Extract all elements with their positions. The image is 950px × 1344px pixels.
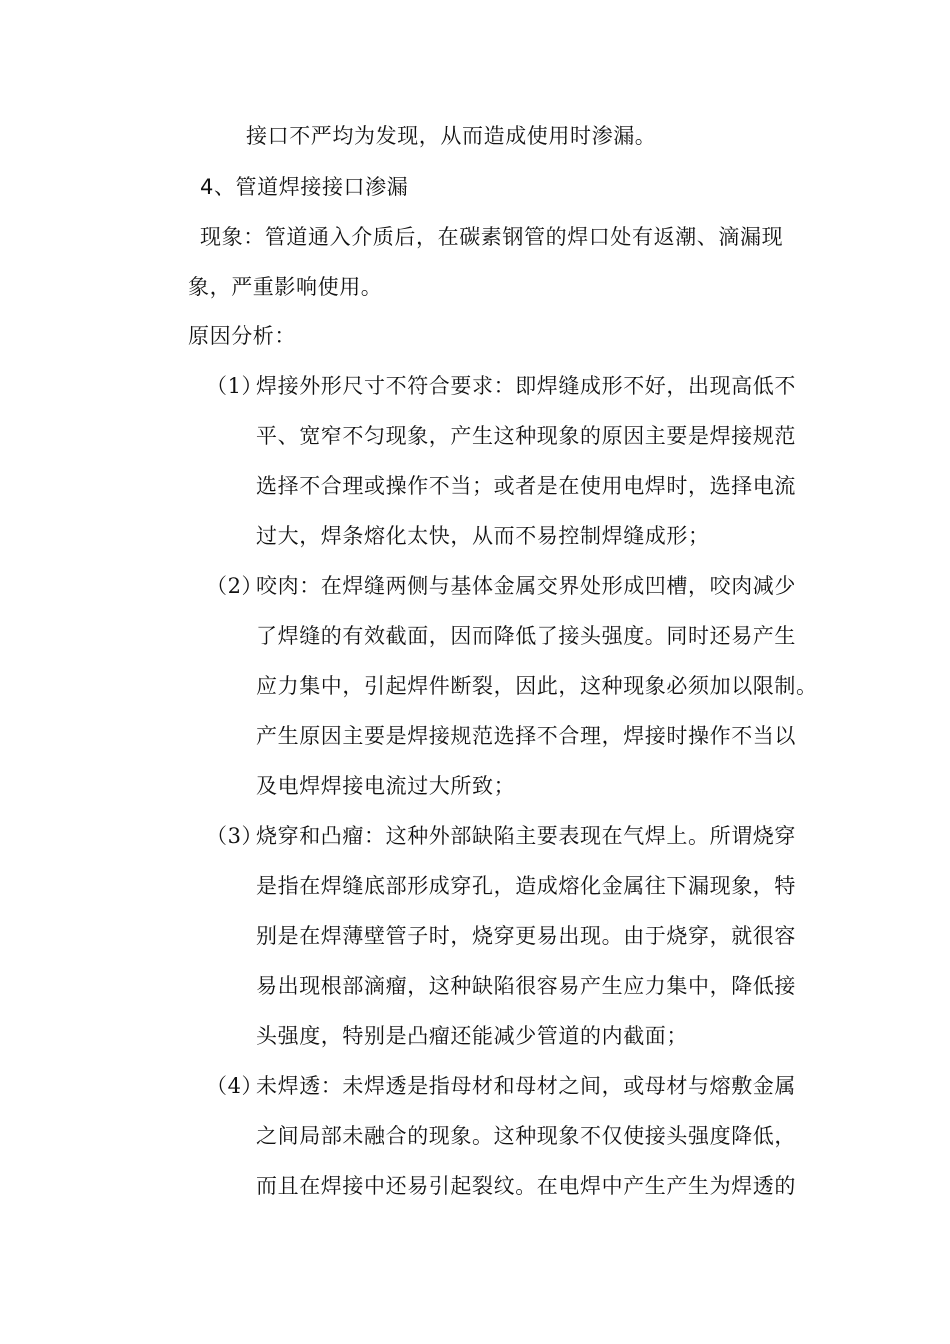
section-heading: 4、管道焊接接口渗漏 xyxy=(200,175,409,199)
phenomenon-line-1: 现象：管道通入介质后，在碳素钢管的焊口处有返潮、滴漏现 xyxy=(200,225,784,249)
item-number: （4） xyxy=(206,1074,264,1098)
item-number: （2） xyxy=(206,574,264,598)
item-text-line: 平、宽窄不匀现象，产生这种现象的原因主要是焊接规范 xyxy=(256,424,796,448)
list-item xyxy=(0,822,950,850)
list-item xyxy=(0,572,950,600)
phenomenon-line-2: 象，严重影响使用。 xyxy=(188,275,383,299)
item-text-line: 易出现根部滴瘤，这种缺陷很容易产生应力集中，降低接 xyxy=(256,974,796,998)
list-item xyxy=(0,1072,950,1100)
item-text-line: 焊接外形尺寸不符合要求：即焊缝成形不好，出现高低不 xyxy=(256,374,796,398)
item-number: （3） xyxy=(206,824,264,848)
item-text-line: 烧穿和凸瘤：这种外部缺陷主要表现在气焊上。所谓烧穿 xyxy=(256,824,796,848)
item-text-line: 过大，焊条熔化太快，从而不易控制焊缝成形； xyxy=(256,524,710,548)
item-number: （1） xyxy=(206,374,264,398)
item-text-line: 未焊透：未焊透是指母材和母材之间，或母材与熔敷金属 xyxy=(256,1074,796,1098)
item-text-line: 是指在焊缝底部形成穿孔，造成熔化金属往下漏现象，特 xyxy=(256,874,796,898)
item-text-line: 产生原因主要是焊接规范选择不合理，焊接时操作不当以 xyxy=(256,724,796,748)
item-text-line: 选择不合理或操作不当；或者是在使用电焊时，选择电流 xyxy=(256,474,796,498)
item-text-line: 别是在焊薄壁管子时，烧穿更易出现。由于烧穿，就很容 xyxy=(256,924,796,948)
cause-heading: 原因分析： xyxy=(188,324,296,348)
item-text-line: 应力集中，引起焊件断裂，因此，这种现象必须加以限制。 xyxy=(256,674,818,698)
item-text-line: 咬肉：在焊缝两侧与基体金属交界处形成凹槽，咬肉减少 xyxy=(256,574,796,598)
item-text-line: 而且在焊接中还易引起裂纹。在电焊中产生产生为焊透的 xyxy=(256,1174,796,1198)
item-text-line: 头强度，特别是凸瘤还能减少管道的内截面； xyxy=(256,1024,688,1048)
item-text-line: 及电焊焊接电流过大所致； xyxy=(256,774,516,798)
item-text-line: 了焊缝的有效截面，因而降低了接头强度。同时还易产生 xyxy=(256,624,796,648)
list-item xyxy=(0,372,950,400)
continuation-line: 接口不严均为发现，从而造成使用时渗漏。 xyxy=(246,124,657,148)
item-text-line: 之间局部未融合的现象。这种现象不仅使接头强度降低， xyxy=(256,1124,796,1148)
